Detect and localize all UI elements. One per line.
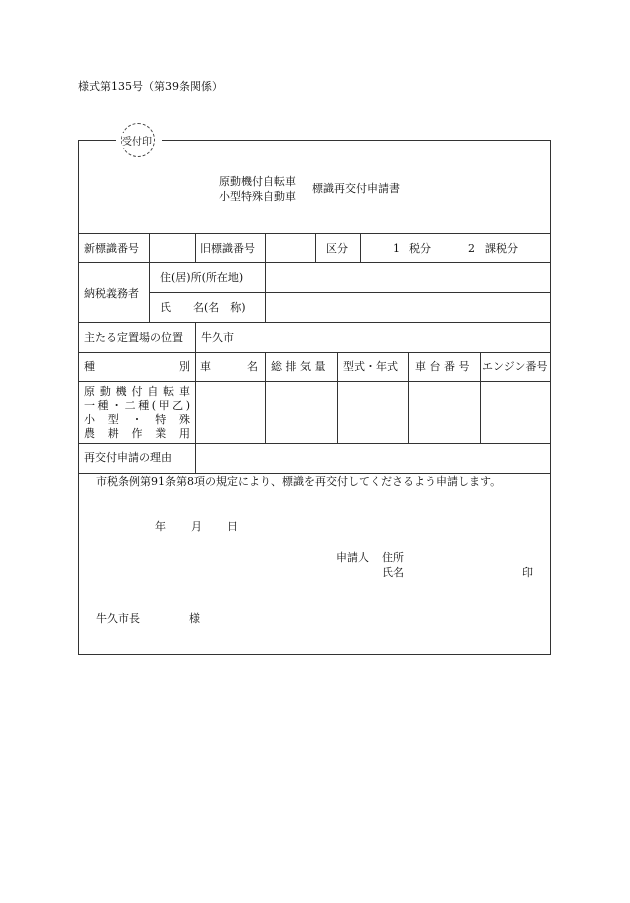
divider-vehicle-body — [79, 443, 550, 444]
location-label: 主たる定置場の位置 — [84, 331, 183, 344]
location-value: 牛久市 — [201, 331, 234, 344]
date-month: 月 — [191, 520, 202, 533]
taxpayer-name-label: 氏 名(名 称) — [160, 301, 246, 314]
applicant-seal: 印 — [522, 566, 533, 579]
applicant-label: 申請人 — [336, 551, 369, 564]
title-vehicle-line2: 小型特殊自動車 — [219, 190, 296, 203]
vehicle-type-line1: 原動機付自転車 — [84, 385, 190, 398]
addressee-honorific: 様 — [189, 612, 200, 625]
applicant-name-label: 氏名 — [382, 566, 404, 579]
category-label: 区分 — [326, 242, 348, 255]
v-row1-a — [149, 233, 150, 262]
receipt-stamp-label: 受付印 — [122, 133, 152, 148]
taxpayer-label: 納税義務者 — [84, 287, 139, 300]
title-document: 標識再交付申請書 — [312, 182, 400, 195]
taxpayer-address-label: 住(居)所(所在地) — [160, 271, 244, 284]
option1-number: 1 — [393, 242, 400, 255]
v-reason — [195, 443, 196, 473]
applicant-address-label: 住所 — [382, 551, 404, 564]
v-veh-3 — [337, 352, 338, 443]
v-veh-1 — [195, 352, 196, 443]
header-displacement: 総 排 気 量 — [271, 360, 326, 373]
declaration-text: 市税条例第91条第8項の規定により、標識を再交付してくださるよう申請します。 — [96, 475, 502, 488]
v-row1-c — [265, 233, 266, 262]
header-engine-number: エンジン番号 — [482, 360, 548, 373]
header-chassis-number: 車 台 番 号 — [415, 360, 470, 373]
vehicle-type-line2: 一種・二種(甲乙) — [84, 399, 190, 412]
header-type: 種 別 — [84, 360, 190, 373]
date-day: 日 — [227, 520, 238, 533]
option1-label: 税分 — [409, 242, 431, 255]
v-taxpayer-a — [149, 262, 150, 322]
divider-taxpayer — [79, 322, 550, 323]
divider-taxpayer-mid — [149, 292, 550, 293]
option2-number: 2 — [468, 242, 475, 255]
v-veh-5 — [480, 352, 481, 443]
form-number: 様式第135号（第39条関係） — [78, 80, 223, 93]
old-plate-label: 旧標識番号 — [200, 242, 255, 255]
v-veh-4 — [408, 352, 409, 443]
new-plate-label: 新標識番号 — [84, 242, 139, 255]
v-veh-2 — [265, 352, 266, 443]
addressee-mayor: 牛久市長 — [96, 612, 140, 625]
v-row1-b — [195, 233, 196, 262]
title-vehicle-line1: 原動機付自転車 — [219, 175, 296, 188]
date-year: 年 — [155, 520, 166, 533]
v-taxpayer-b — [265, 262, 266, 322]
divider-reason — [79, 473, 550, 474]
option2-label: 課税分 — [485, 242, 518, 255]
vehicle-type-line3: 小型・特殊 — [84, 413, 190, 426]
vehicle-type-line4: 農耕作業用 — [84, 427, 190, 440]
reason-label: 再交付申請の理由 — [84, 451, 172, 464]
v-row1-e — [360, 233, 361, 262]
header-vehicle-name: 車 名 — [200, 360, 258, 373]
v-location — [195, 322, 196, 352]
v-row1-d — [315, 233, 316, 262]
header-model-year: 型式・年式 — [343, 360, 398, 373]
